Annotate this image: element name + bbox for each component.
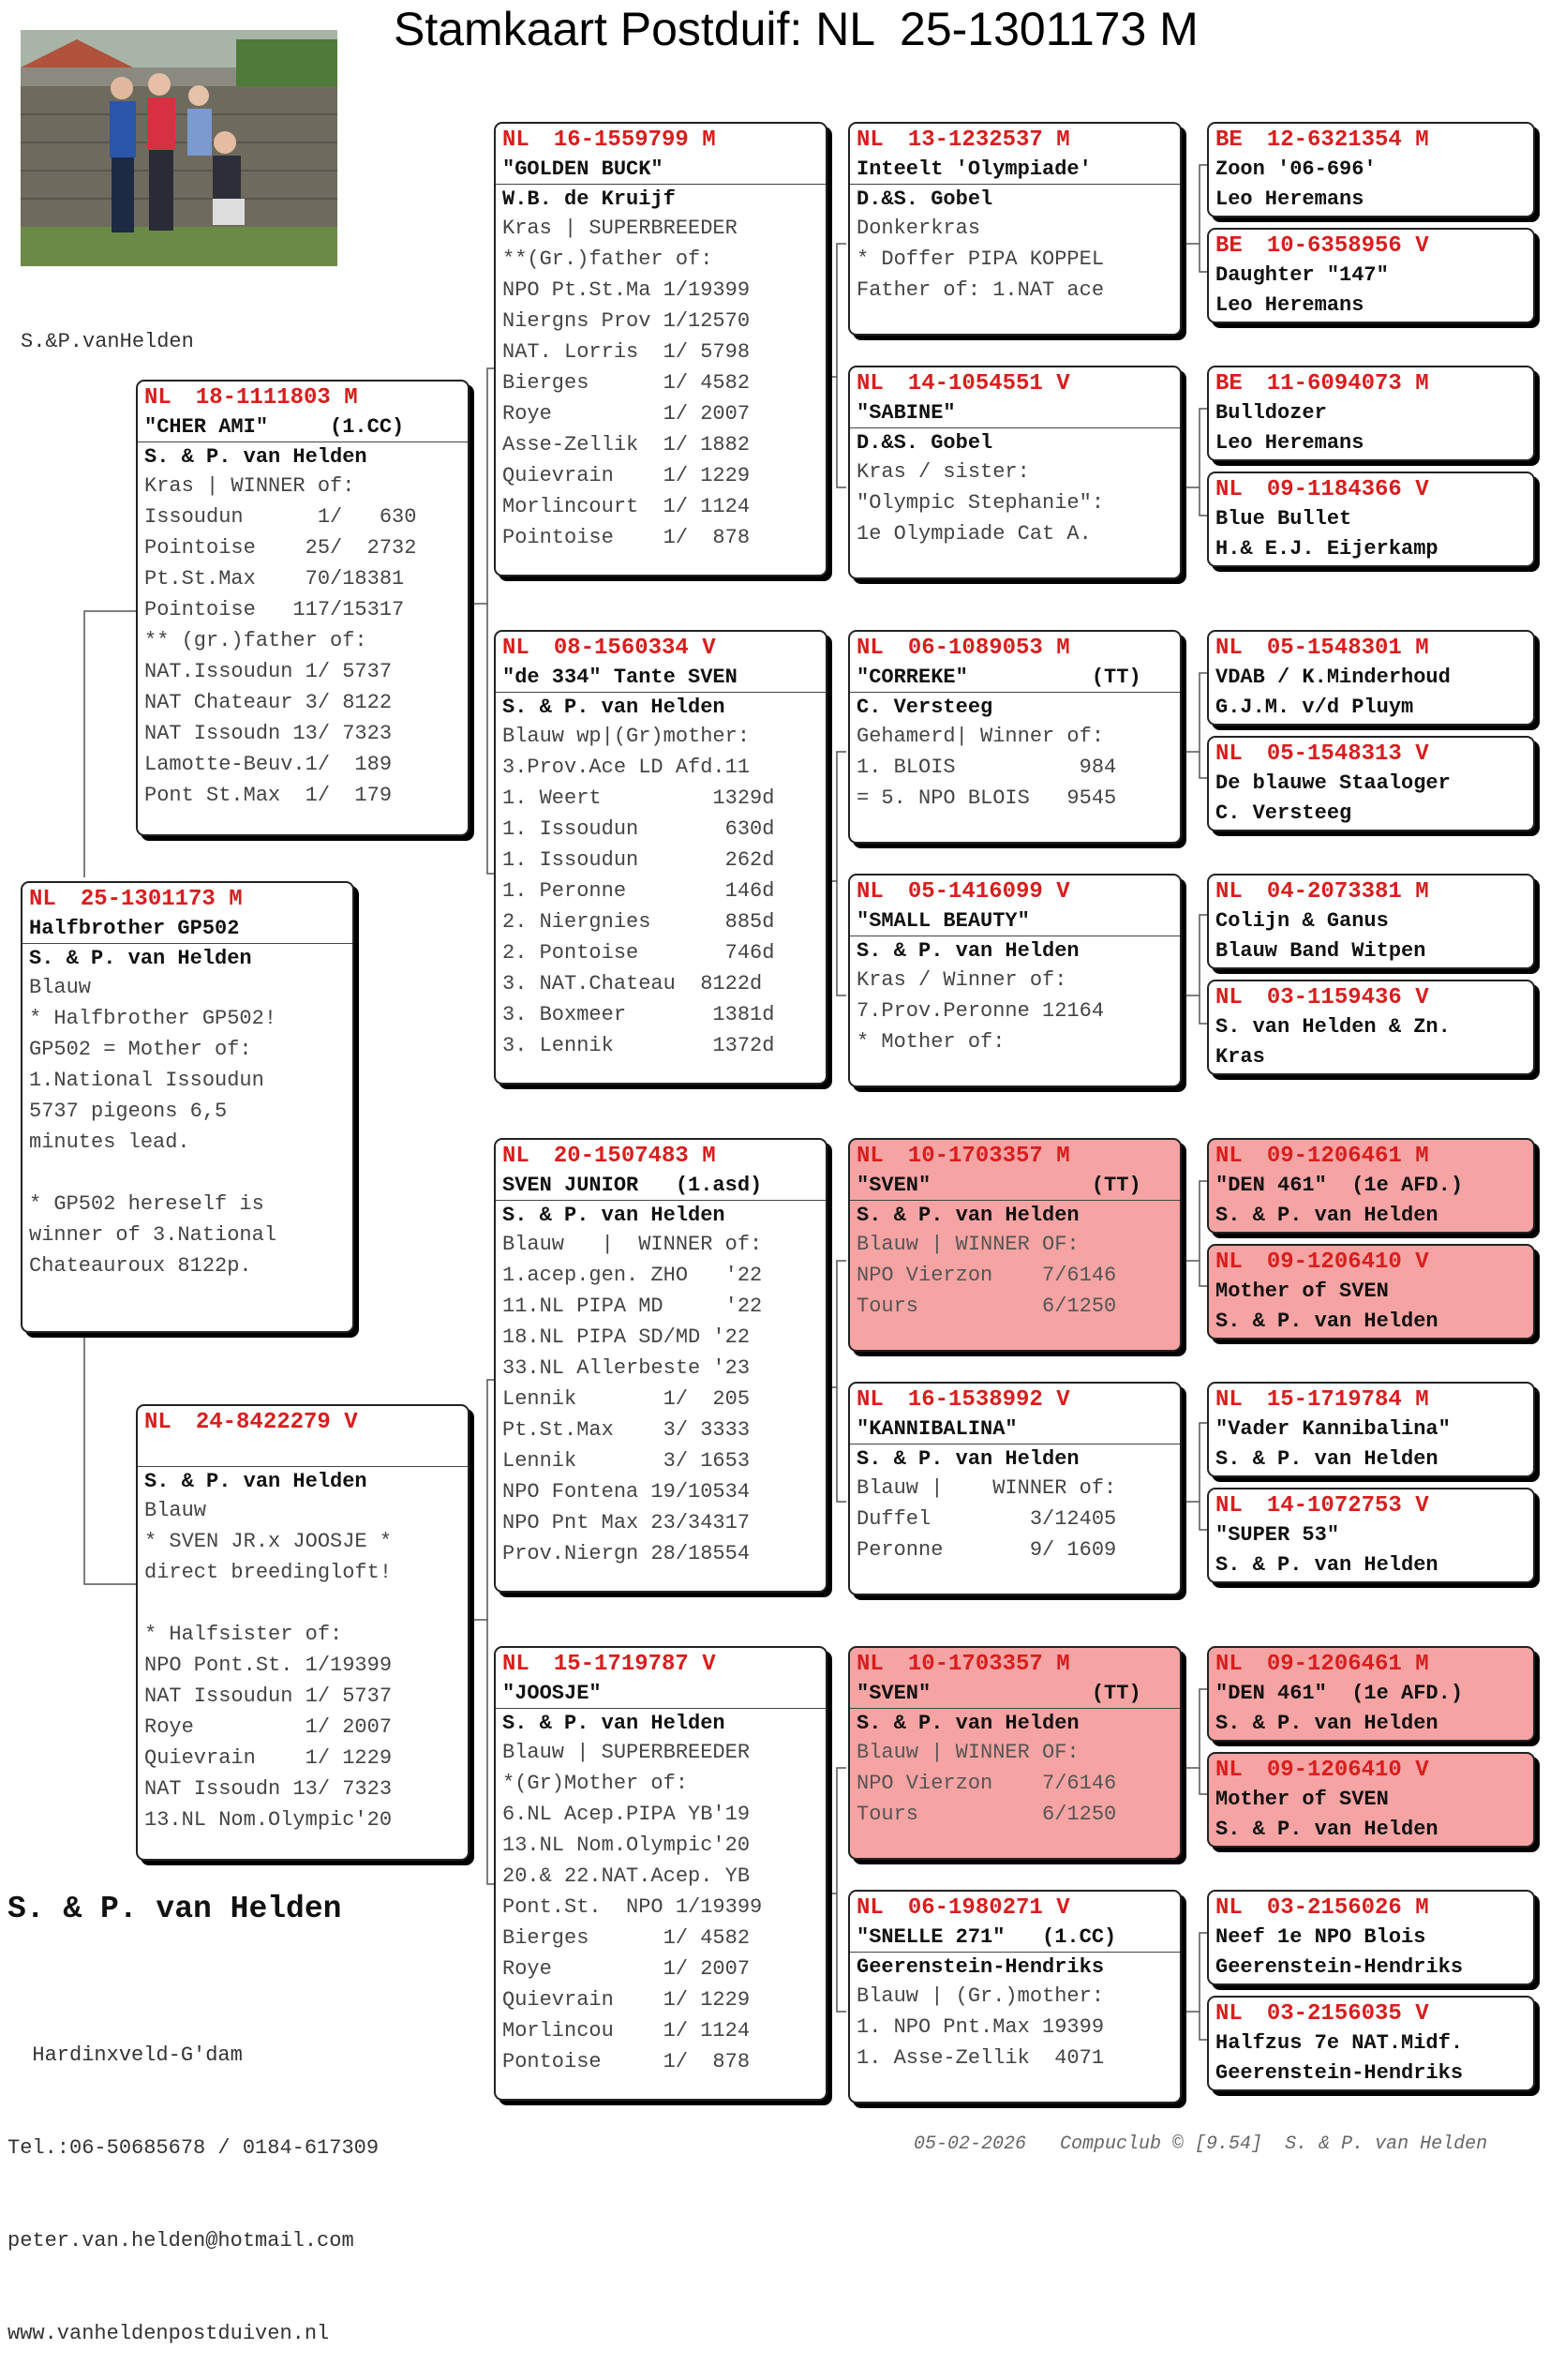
pigeon-card xyxy=(494,1646,827,2101)
ring-number xyxy=(496,1648,826,1679)
pedigree-line: Quievrain 1/ 1229 xyxy=(144,1746,393,1770)
country-code: NL xyxy=(1215,1250,1243,1275)
pigeon-card xyxy=(848,1646,1182,1860)
pigeon-card xyxy=(1207,1382,1535,1477)
pedigree-line: ** (gr.)father of: xyxy=(144,629,367,652)
pedigree-line: NAT.Issoudun 1/ 5737 xyxy=(144,660,393,683)
pigeon-card xyxy=(848,366,1182,579)
breeder-name: Leo Heremans xyxy=(1215,187,1364,211)
pedigree-line: direct breedingloft! xyxy=(144,1561,393,1584)
breeder-name: S. & P. van Helden xyxy=(144,1470,367,1493)
pigeon-name: Blue Bullet xyxy=(1215,507,1352,531)
pedigree-line: Chateauroux 8122p. xyxy=(29,1254,252,1278)
pedigree-line: 18.NL PIPA SD/MD '22 xyxy=(502,1325,751,1349)
pedigree-line: Blauw | WINNER OF: xyxy=(857,1233,1080,1256)
ring: 11-6094073 M xyxy=(1266,371,1429,397)
ring: 15-1719784 M xyxy=(1266,1387,1429,1413)
breeder-name: C. Versteeg xyxy=(857,696,993,719)
pedigree-line: Blauw | SUPERBREEDER xyxy=(502,1741,751,1764)
breeder-name: Geerenstein-Hendriks xyxy=(1215,2061,1464,2085)
ring-number xyxy=(1209,473,1533,504)
pigeon-name: Colijn & Ganus xyxy=(1215,909,1389,933)
country-code: NL xyxy=(1215,741,1243,767)
country-code: NL xyxy=(1215,1144,1243,1169)
ring-number xyxy=(1209,1648,1533,1679)
country-code: NL xyxy=(857,879,884,905)
ring: 25-1301173 M xyxy=(80,887,243,912)
ring-number xyxy=(496,124,826,155)
ring-number xyxy=(1209,738,1533,769)
ring: 03-2156026 M xyxy=(1266,1895,1429,1921)
breeder-name: Leo Heremans xyxy=(1215,293,1364,317)
pedigree-line: 2. Niergnies 885d xyxy=(502,910,775,934)
breeder-name: S. & P. van Helden xyxy=(502,696,725,719)
pigeon-card xyxy=(1207,980,1535,1075)
country-code: NL xyxy=(857,127,884,153)
pedigree-line: 7.Prov.Peronne 12164 xyxy=(857,999,1105,1023)
ring-number xyxy=(850,1140,1180,1171)
pedigree-line: Father of: 1.NAT ace xyxy=(857,278,1105,302)
pigeon-card xyxy=(848,874,1182,1087)
pigeon-name: "SABINE" xyxy=(850,398,1180,428)
pigeon-name: Zoon '06-696' xyxy=(1215,157,1377,181)
footer: 05-02-2026 Compuclub © [9.54] S. & P. van Helden xyxy=(914,2133,1488,2155)
country-code: NL xyxy=(502,1144,529,1169)
contact-email[interactable]: peter.van.helden@hotmail.com xyxy=(7,2229,354,2253)
pigeon-card xyxy=(1207,736,1535,831)
pedigree-line: Morlincourt 1/ 1124 xyxy=(502,495,751,518)
pigeon-card xyxy=(1207,1488,1535,1583)
pedigree-line: 3. NAT.Chateau 8122d xyxy=(502,972,763,995)
ring: 09-1206461 M xyxy=(1266,1652,1429,1677)
pigeon-card xyxy=(1207,1752,1535,1848)
pigeon-card xyxy=(1207,1646,1535,1742)
pedigree-line: Prov.Niergn 28/18554 xyxy=(502,1542,751,1565)
pedigree-line: 5737 pigeons 6,5 xyxy=(29,1100,228,1123)
ring: 16-1538992 V xyxy=(907,1387,1070,1413)
pedigree-line: 1. NPO Pnt.Max 19399 xyxy=(857,2015,1105,2039)
pedigree-line: 1.National Issoudun xyxy=(29,1069,264,1092)
pigeon-name: "KANNIBALINA" xyxy=(850,1415,1180,1444)
pedigree-line: Blauw | WINNER of: xyxy=(857,1476,1117,1500)
pigeon-card xyxy=(21,881,354,1333)
pigeon-card xyxy=(494,122,827,576)
country-code: NL xyxy=(857,1895,884,1921)
owner-name: S. & P. van Helden xyxy=(7,1892,342,1926)
ring: 20-1507483 M xyxy=(553,1144,716,1169)
pedigree-line: * Doffer PIPA KOPPEL xyxy=(857,247,1105,271)
country-code: NL xyxy=(1215,1493,1243,1519)
pigeon-name: "SVEN" (TT) xyxy=(850,1171,1180,1201)
pedigree-line: 11.NL PIPA MD '22 xyxy=(502,1295,763,1318)
country-code: NL xyxy=(502,127,529,153)
pedigree-line: Lamotte-Beuv.1/ 189 xyxy=(144,753,393,776)
pedigree-line: Lennik 3/ 1653 xyxy=(502,1449,751,1473)
breeder-name: D.&S. Gobel xyxy=(857,187,993,211)
ring-number xyxy=(496,1140,826,1171)
pedigree-line: 20.& 22.NAT.Acep. YB xyxy=(502,1864,751,1888)
breeder-name: Geerenstein-Hendriks xyxy=(857,1955,1105,1979)
pedigree-line: Niergns Prov 1/12570 xyxy=(502,309,751,333)
pigeon-name: Halfzus 7e NAT.Midf. xyxy=(1215,2031,1464,2055)
pigeon-name: "GOLDEN BUCK" xyxy=(496,155,826,185)
pedigree-line: * Halfsister of: xyxy=(144,1623,343,1646)
ring: 05-1548301 M xyxy=(1266,636,1429,661)
breeder-name: S. & P. van Helden xyxy=(857,1712,1080,1735)
breeder-name: S. & P. van Helden xyxy=(144,445,367,469)
country-code: NL xyxy=(502,1652,529,1677)
contact-block xyxy=(7,1978,379,2380)
pigeon-card xyxy=(848,630,1182,844)
breeder-name: S. & P. van Helden xyxy=(502,1712,725,1735)
pigeon-card xyxy=(1207,1244,1535,1340)
pedigree-line: 3.Prov.Ace LD Afd.11 xyxy=(502,756,751,779)
pigeon-card xyxy=(1207,874,1535,969)
ring: 05-1416099 V xyxy=(907,879,1070,905)
pigeon-card xyxy=(1207,472,1535,567)
ring: 14-1072753 V xyxy=(1266,1493,1429,1519)
country-code: NL xyxy=(144,385,171,411)
country-code: NL xyxy=(857,1144,884,1169)
pigeon-card xyxy=(848,1382,1182,1595)
breeder-name: S. & P. van Helden xyxy=(1215,1712,1438,1735)
ring: 04-2073381 M xyxy=(1266,879,1429,905)
ring: 12-6321354 M xyxy=(1266,127,1429,153)
pedigree-line: NAT Issoudun 1/ 5737 xyxy=(144,1684,393,1708)
breeder-name: S. & P. van Helden xyxy=(857,1447,1080,1471)
pigeon-name: "CORREKE" (TT) xyxy=(850,663,1180,693)
pedigree-line: Blauw xyxy=(144,1499,207,1522)
pigeon-name: "CHER AMI" (1.CC) xyxy=(138,412,468,442)
pedigree-line: 1. Peronne 146d xyxy=(502,879,775,903)
country-code: NL xyxy=(1215,2001,1243,2027)
pedigree-line: Bierges 1/ 4582 xyxy=(502,371,751,395)
pigeon-card xyxy=(494,630,827,1085)
breeder-name: S. & P. van Helden xyxy=(857,939,1080,963)
pedigree-line: Blauw xyxy=(29,976,92,999)
pedigree-line: Kras / sister: xyxy=(857,460,1030,484)
pedigree-line: 1. Weert 1329d xyxy=(502,786,775,810)
ring: 06-1980271 V xyxy=(907,1895,1070,1921)
pedigree-line: 1. Issoudun 262d xyxy=(502,848,775,872)
pedigree-line: Pt.St.Max 70/18381 xyxy=(144,567,405,591)
pedigree-line: NPO Pt.St.Ma 1/19399 xyxy=(502,278,751,302)
pigeon-name: "SNELLE 271" (1.CC) xyxy=(850,1923,1180,1953)
country-code: NL xyxy=(1215,1758,1243,1783)
ring: 09-1206410 V xyxy=(1266,1250,1429,1275)
breeder-name: S. & P. van Helden xyxy=(1215,1310,1438,1333)
pedigree-line: minutes lead. xyxy=(29,1130,190,1154)
ring: 10-1703357 M xyxy=(907,1652,1070,1677)
pedigree-line xyxy=(138,1590,468,1621)
pigeon-name: Inteelt 'Olympiade' xyxy=(850,155,1180,185)
pedigree-line: 6.NL Acep.PIPA YB'19 xyxy=(502,1803,751,1826)
pedigree-line: 1.acep.gen. ZHO '22 xyxy=(502,1264,763,1287)
country-code: NL xyxy=(857,1652,884,1677)
ring-number xyxy=(1209,1384,1533,1415)
pigeon-name: Mother of SVEN xyxy=(1215,1280,1389,1303)
ring: 15-1719787 V xyxy=(553,1652,716,1677)
pedigree-line: * SVEN JR.x JOOSJE * xyxy=(144,1530,393,1553)
pedigree-line: NPO Vierzon 7/6146 xyxy=(857,1264,1117,1287)
pigeon-name: Neef 1e NPO Blois xyxy=(1215,1925,1426,1949)
pigeon-name: SVEN JUNIOR (1.asd) xyxy=(496,1171,826,1201)
pedigree-line: 1e Olympiade Cat A. xyxy=(857,522,1092,546)
ring-number xyxy=(1209,367,1533,398)
ring-number xyxy=(850,1892,1180,1923)
pedigree-line: Tours 6/1250 xyxy=(857,1803,1117,1826)
ring-number xyxy=(1209,230,1533,261)
country-code: NL xyxy=(1215,477,1243,502)
pigeon-card xyxy=(1207,122,1535,217)
ring-number xyxy=(22,883,352,914)
ring: 09-1184366 V xyxy=(1266,477,1429,502)
pedigree-line: 1. Asse-Zellik 4071 xyxy=(857,2046,1105,2070)
country-code: BE xyxy=(1215,371,1243,397)
country-code: BE xyxy=(1215,233,1243,259)
pedigree-line: "Olympic Stephanie": xyxy=(857,491,1105,515)
pedigree-line: 2. Pontoise 746d xyxy=(502,941,775,965)
country-code: NL xyxy=(857,636,884,661)
ring-number xyxy=(1209,1892,1533,1923)
ring-number xyxy=(850,1648,1180,1679)
pedigree-line: 13.NL Nom.Olympic'20 xyxy=(144,1808,393,1832)
pedigree-line: NAT Issoudn 13/ 7323 xyxy=(144,722,393,745)
pigeon-name: Daughter "147" xyxy=(1215,263,1389,287)
pigeon-card xyxy=(1207,630,1535,726)
ring-number xyxy=(1209,632,1533,663)
pedigree-line: Peronne 9/ 1609 xyxy=(857,1538,1117,1562)
pigeon-name: "de 334" Tante SVEN xyxy=(496,663,826,693)
ring: 18-1111803 M xyxy=(195,385,358,411)
ring-number xyxy=(138,1406,468,1437)
breeder-name: S. & P. van Helden xyxy=(1215,1204,1438,1227)
pedigree-line: Pont.St. NPO 1/19399 xyxy=(502,1895,763,1919)
pigeon-name: Halfbrother GP502 xyxy=(22,914,352,944)
pedigree-line: Duffel 3/12405 xyxy=(857,1507,1117,1531)
pigeon-name: "SMALL BEAUTY" xyxy=(850,906,1180,936)
ring: 14-1054551 V xyxy=(907,371,1070,397)
pedigree-line: Bierges 1/ 4582 xyxy=(502,1926,751,1950)
ring: 05-1548313 V xyxy=(1266,741,1429,767)
pedigree-line: * Mother of: xyxy=(857,1030,1006,1054)
ring: 06-1089053 M xyxy=(907,636,1070,661)
pigeon-card xyxy=(848,122,1182,336)
ring-number xyxy=(1209,1489,1533,1520)
breeder-name: Blauw Band Witpen xyxy=(1215,939,1426,963)
pigeon-name: "SVEN" (TT) xyxy=(850,1679,1180,1709)
pigeon-card xyxy=(1207,366,1535,461)
breeder-name: Leo Heremans xyxy=(1215,431,1364,455)
pedigree-line: Kras | SUPERBREEDER xyxy=(502,217,738,240)
pedigree-line: Pontoise 1/ 878 xyxy=(502,2050,751,2073)
owner-label: S.&P.vanHelden xyxy=(21,330,194,353)
breeder-name: S. & P. van Helden xyxy=(1215,1553,1438,1577)
ring-number xyxy=(850,632,1180,663)
pigeon-name: "SUPER 53" xyxy=(1215,1523,1340,1547)
pedigree-line: = 5. NPO BLOIS 9545 xyxy=(857,786,1117,810)
pedigree-line: Morlincou 1/ 1124 xyxy=(502,2019,751,2043)
pedigree-line: Tours 6/1250 xyxy=(857,1295,1117,1318)
ring: 10-1703357 M xyxy=(907,1144,1070,1169)
pedigree-line: 13.NL Nom.Olympic'20 xyxy=(502,1834,751,1857)
pedigree-line: 1. BLOIS 984 xyxy=(857,756,1117,779)
country-code: NL xyxy=(1215,636,1243,661)
breeder-name: H.& E.J. Eijerkamp xyxy=(1215,537,1438,561)
pigeon-name: "DEN 461" (1e AFD.) xyxy=(1215,1682,1464,1705)
pigeon-name: S. van Helden & Zn. xyxy=(1215,1015,1451,1039)
ring-number xyxy=(1209,1140,1533,1171)
ring-number xyxy=(1209,981,1533,1012)
pedigree-line: Gehamerd| Winner of: xyxy=(857,725,1105,748)
pigeon-card xyxy=(136,1404,469,1861)
ring-number xyxy=(1209,1998,1533,2028)
ring-number xyxy=(1209,876,1533,906)
pedigree-line: NPO Fontena 19/10534 xyxy=(502,1480,751,1504)
ring: 13-1232537 M xyxy=(907,127,1070,153)
pedigree-line: GP502 = Mother of: xyxy=(29,1038,252,1061)
pedigree-line: NPO Pnt Max 23/34317 xyxy=(502,1511,751,1534)
pedigree-line: NPO Vierzon 7/6146 xyxy=(857,1772,1117,1795)
pigeon-card xyxy=(848,1138,1182,1352)
pigeon-card xyxy=(1207,1996,1535,2091)
ring-number xyxy=(138,382,468,412)
pigeon-card xyxy=(1207,1890,1535,1985)
country-code: NL xyxy=(29,887,56,912)
ring-number xyxy=(850,1384,1180,1415)
breeder-name: Geerenstein-Hendriks xyxy=(1215,1955,1464,1979)
breeder-name: G.J.M. v/d Pluym xyxy=(1215,696,1414,719)
country-code: NL xyxy=(1215,1387,1243,1413)
pigeon-name: Bulldozer xyxy=(1215,401,1327,425)
country-code: NL xyxy=(857,371,884,397)
pigeon-card xyxy=(494,1138,827,1593)
pedigree-line: Quievrain 1/ 1229 xyxy=(502,464,751,487)
contact-phone: Tel.:06-50685678 / 0184-617309 xyxy=(7,2136,380,2160)
pigeon-name: "JOOSJE" xyxy=(496,1679,826,1709)
ring-number xyxy=(496,632,826,663)
ring-number xyxy=(850,124,1180,155)
pedigree-line: *(Gr)Mother of: xyxy=(502,1772,689,1795)
page-title: Stamkaart Postduif: NL 25-1301173 M xyxy=(394,3,1199,55)
country-code: NL xyxy=(1215,1652,1243,1677)
pedigree-line: 33.NL Allerbeste '23 xyxy=(502,1356,751,1380)
pedigree-line: Pt.St.Max 3/ 3333 xyxy=(502,1418,751,1442)
pedigree-line: 1. Issoudun 630d xyxy=(502,817,775,841)
ring-number xyxy=(850,367,1180,398)
pedigree-line: * GP502 hereself is xyxy=(29,1192,264,1216)
breeder-name: S. & P. van Helden xyxy=(29,947,252,970)
pigeon-name: "DEN 461" (1e AFD.) xyxy=(1215,1174,1464,1197)
pedigree-line: Pont St.Max 1/ 179 xyxy=(144,784,393,807)
pedigree-line: Roye 1/ 2007 xyxy=(502,402,751,426)
pedigree-line: Blauw | (Gr.)mother: xyxy=(857,1984,1105,2008)
country-code: NL xyxy=(1215,985,1243,1010)
pedigree-line: **(Gr.)father of: xyxy=(502,247,713,271)
pedigree-line: Kras | WINNER of: xyxy=(144,474,355,498)
country-code: NL xyxy=(857,1387,884,1413)
breeder-name: S. & P. van Helden xyxy=(1215,1818,1438,1841)
pedigree-line: NPO Pont.St. 1/19399 xyxy=(144,1654,393,1677)
pigeon-name: Mother of SVEN xyxy=(1215,1788,1389,1811)
pigeon-name xyxy=(138,1437,468,1467)
breeder-name: W.B. de Kruijf xyxy=(502,187,676,211)
pedigree-line: 3. Boxmeer 1381d xyxy=(502,1003,775,1026)
contact-address: Hardinxveld-G'dam xyxy=(7,2043,243,2067)
pedigree-line: Kras / Winner of: xyxy=(857,968,1067,992)
pedigree-line: NAT Chateaur 3/ 8122 xyxy=(144,691,393,714)
pigeon-card xyxy=(848,1890,1182,2103)
pedigree-line: Roye 1/ 2007 xyxy=(144,1715,393,1739)
country-code: NL xyxy=(1215,879,1243,905)
breeder-name: S. & P. van Helden xyxy=(1215,1447,1438,1471)
ring: 10-6358956 V xyxy=(1266,233,1429,259)
pigeon-name: De blauwe Staaloger xyxy=(1215,771,1451,795)
pedigree-line: Pointoise 25/ 2732 xyxy=(144,536,417,560)
pedigree-line xyxy=(22,1160,352,1190)
pedigree-line: Pointoise 117/15317 xyxy=(144,598,405,621)
pigeon-card xyxy=(136,380,469,836)
pedigree-line: 3. Lennik 1372d xyxy=(502,1034,775,1057)
pedigree-line: Issoudun 1/ 630 xyxy=(144,505,417,529)
ring: 03-1159436 V xyxy=(1266,985,1429,1010)
ring: 24-8422279 V xyxy=(195,1410,358,1435)
pigeon-name: VDAB / K.Minderhoud xyxy=(1215,666,1451,689)
pedigree-line: Pointoise 1/ 878 xyxy=(502,526,751,549)
country-code: NL xyxy=(502,636,529,661)
pedigree-line: Asse-Zellik 1/ 1882 xyxy=(502,433,751,457)
pedigree-line: NAT Issoudn 13/ 7323 xyxy=(144,1777,393,1801)
pedigree-line: Blauw | WINNER of: xyxy=(502,1233,763,1256)
pedigree-line: * Halfbrother GP502! xyxy=(29,1007,277,1030)
ring-number xyxy=(1209,124,1533,155)
ring: 03-2156035 V xyxy=(1266,2001,1429,2027)
ring: 09-1206461 M xyxy=(1266,1144,1429,1169)
pigeon-name: "Vader Kannibalina" xyxy=(1215,1417,1451,1441)
ring: 08-1560334 V xyxy=(553,636,716,661)
breeder-name: S. & P. van Helden xyxy=(857,1204,1080,1227)
pedigree-line: NAT. Lorris 1/ 5798 xyxy=(502,340,751,364)
pedigree-line: Quievrain 1/ 1229 xyxy=(502,1988,751,2012)
country-code: NL xyxy=(1215,1895,1243,1921)
pedigree-line: Roye 1/ 2007 xyxy=(502,1957,751,1981)
breeder-name: D.&S. Gobel xyxy=(857,431,993,455)
country-code: BE xyxy=(1215,127,1243,153)
pedigree-line: Donkerkras xyxy=(857,217,981,240)
pedigree-line: Blauw | WINNER OF: xyxy=(857,1741,1080,1764)
contact-website[interactable]: www.vanheldenpostduiven.nl xyxy=(7,2322,330,2345)
pigeon-card xyxy=(1207,1138,1535,1234)
country-code: NL xyxy=(144,1410,171,1435)
ring: 09-1206410 V xyxy=(1266,1758,1429,1783)
pedigree-line: Blauw wp|(Gr)mother: xyxy=(502,725,751,748)
breeder-name: C. Versteeg xyxy=(1215,801,1352,825)
breeder-name: S. & P. van Helden xyxy=(502,1204,725,1227)
pigeon-card xyxy=(1207,228,1535,323)
ring-number xyxy=(850,876,1180,906)
ring-number xyxy=(1209,1754,1533,1785)
ring-number xyxy=(1209,1246,1533,1277)
pedigree-line: Lennik 1/ 205 xyxy=(502,1387,751,1411)
ring: 16-1559799 M xyxy=(553,127,716,153)
pedigree-line: winner of 3.National xyxy=(29,1223,277,1247)
breeder-name: Kras xyxy=(1215,1045,1265,1069)
